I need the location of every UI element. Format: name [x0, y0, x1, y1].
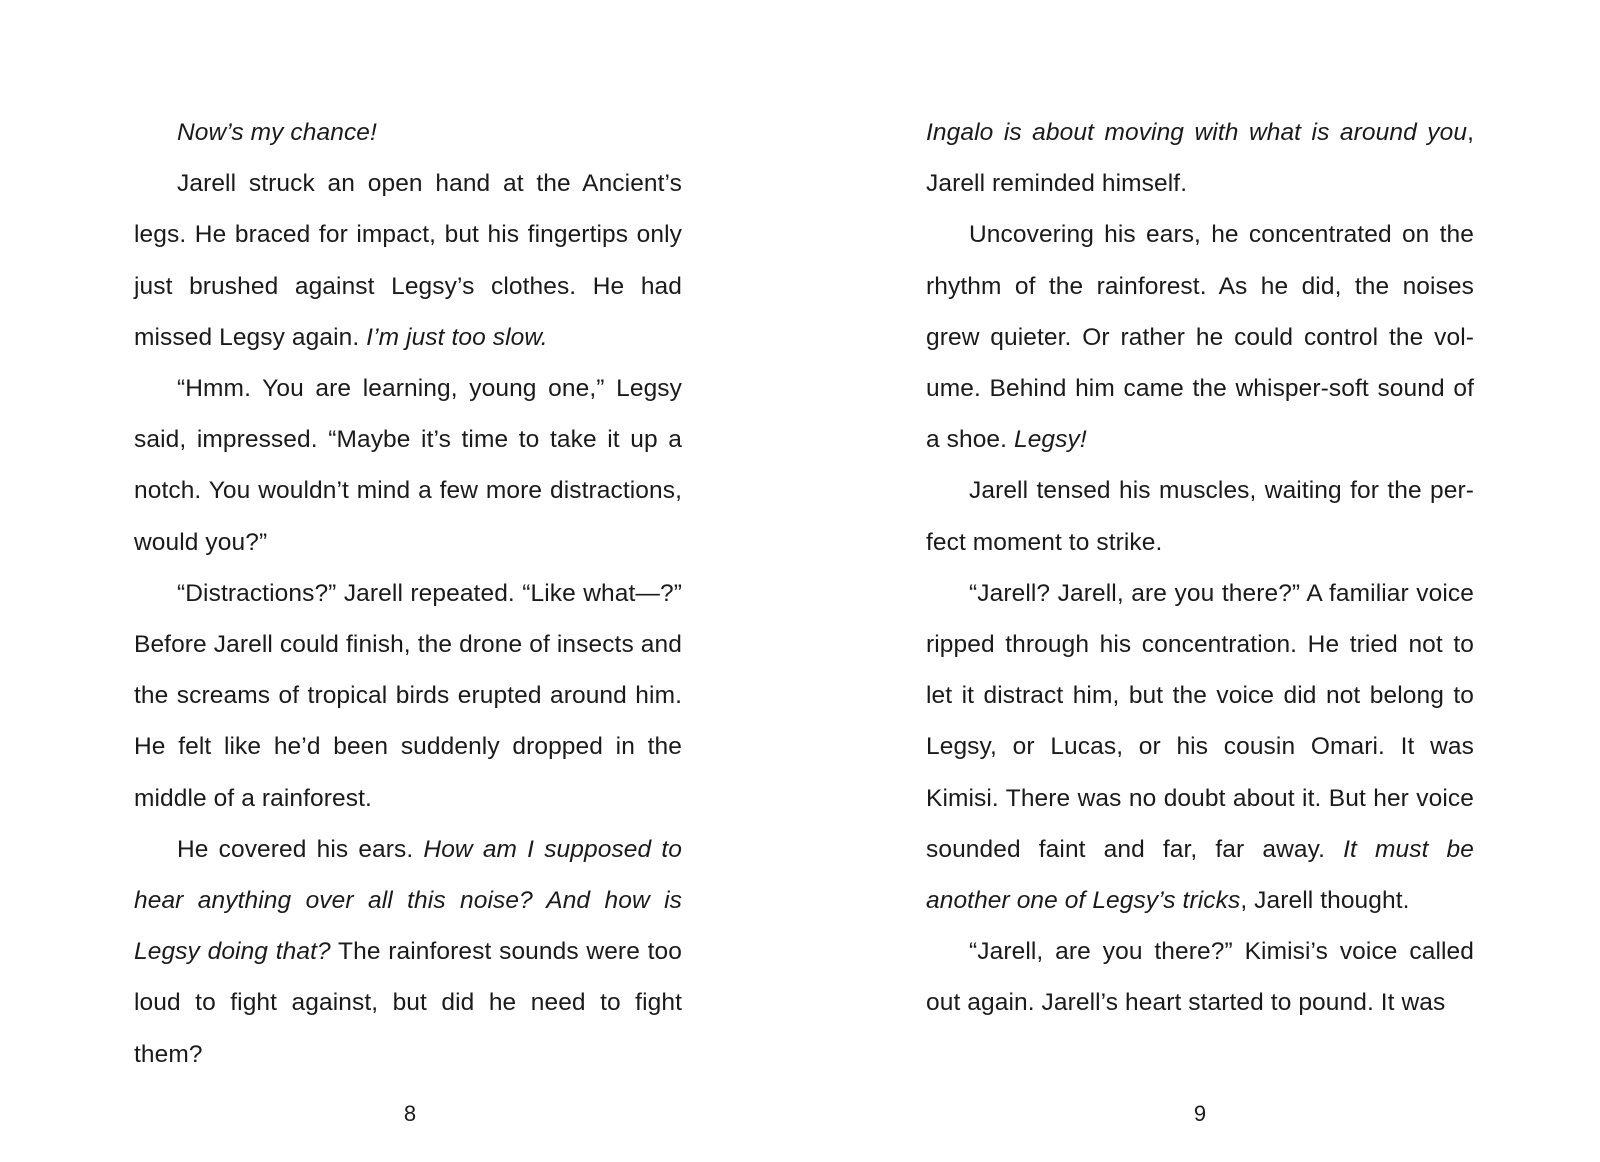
text-segment: “Hmm. You are learning, young one,” Legsy said, impressed. “Maybe it’s time to take it up a notch. You wouldn’t mind a few more distractions, would you?”: [134, 375, 682, 556]
text-segment: Jarell struck an open hand at the Ancient’s legs. He braced for impact, but his fingertips only just brushed against Legsy’s clothes. He had missed Legsy again.: [134, 170, 682, 351]
right-page-text: [926, 107, 1474, 1029]
text-segment: He covered his ears.: [177, 835, 424, 863]
italic-text-segment: Legsy!: [1013, 426, 1087, 454]
paragraph: [926, 568, 1474, 926]
text-segment: “Jarell, are you there?” Kimisi’s voice called out again. Jarell’s heart started to pound. It was: [926, 938, 1474, 1017]
paragraph: [134, 824, 682, 1080]
italic-text-segment: Ingalo is about moving with what is around you: [926, 119, 1468, 146]
italic-text-segment: How am I supposed to hear anything over all this noise? And how is Legsy doing that?: [134, 835, 682, 966]
paragraph: [134, 568, 682, 824]
text-segment: “Distractions?” Jarell repeated. “Like what—?” Before Jarell could finish, the drone of insects and the screams of tropical birds erupted around him. He felt like he’d been suddenly dropped in the middle of a rainforest.: [134, 579, 682, 812]
text-segment: Uncovering his ears, he concentrated on the rhythm of the rainforest. As he did, the noises grew quieter. Or rather he could control the vol-ume. Behind him came the whisper-soft sound of a shoe.: [926, 221, 1474, 454]
paragraph: [926, 107, 1474, 209]
right-page-number: 9: [1193, 1101, 1207, 1126]
paragraph: [134, 107, 682, 158]
left-page-text: [134, 107, 682, 1080]
text-segment: “Jarell? Jarell, are you there?” A familiar voice ripped through his concentration. He tried not to let it distract him, but the voice did not belong to Legsy, or Lucas, or his cousin Omari. It was Kimisi. There was no doubt about it. But her voice sounded faint and far, far away.: [926, 579, 1474, 863]
text-segment: Jarell tensed his muscles, waiting for the per-fect moment to strike.: [926, 477, 1474, 556]
paragraph: [926, 465, 1474, 567]
italic-text-segment: Now’s my chance!: [177, 119, 377, 146]
text-segment: , Jarell reminded himself.: [926, 119, 1474, 198]
italic-text-segment: It must be another one of Legsy’s tricks: [926, 835, 1474, 915]
text-segment: , Jarell thought.: [1240, 887, 1410, 915]
paragraph: [926, 926, 1474, 1028]
paragraph: [134, 158, 682, 363]
left-page-number: 8: [403, 1101, 417, 1126]
text-segment: The rainforest sounds were too loud to fight against, but did he need to fight them?: [134, 938, 682, 1068]
paragraph: [134, 363, 682, 568]
italic-text-segment: I’m just too slow.: [366, 323, 548, 351]
paragraph: [926, 209, 1474, 465]
